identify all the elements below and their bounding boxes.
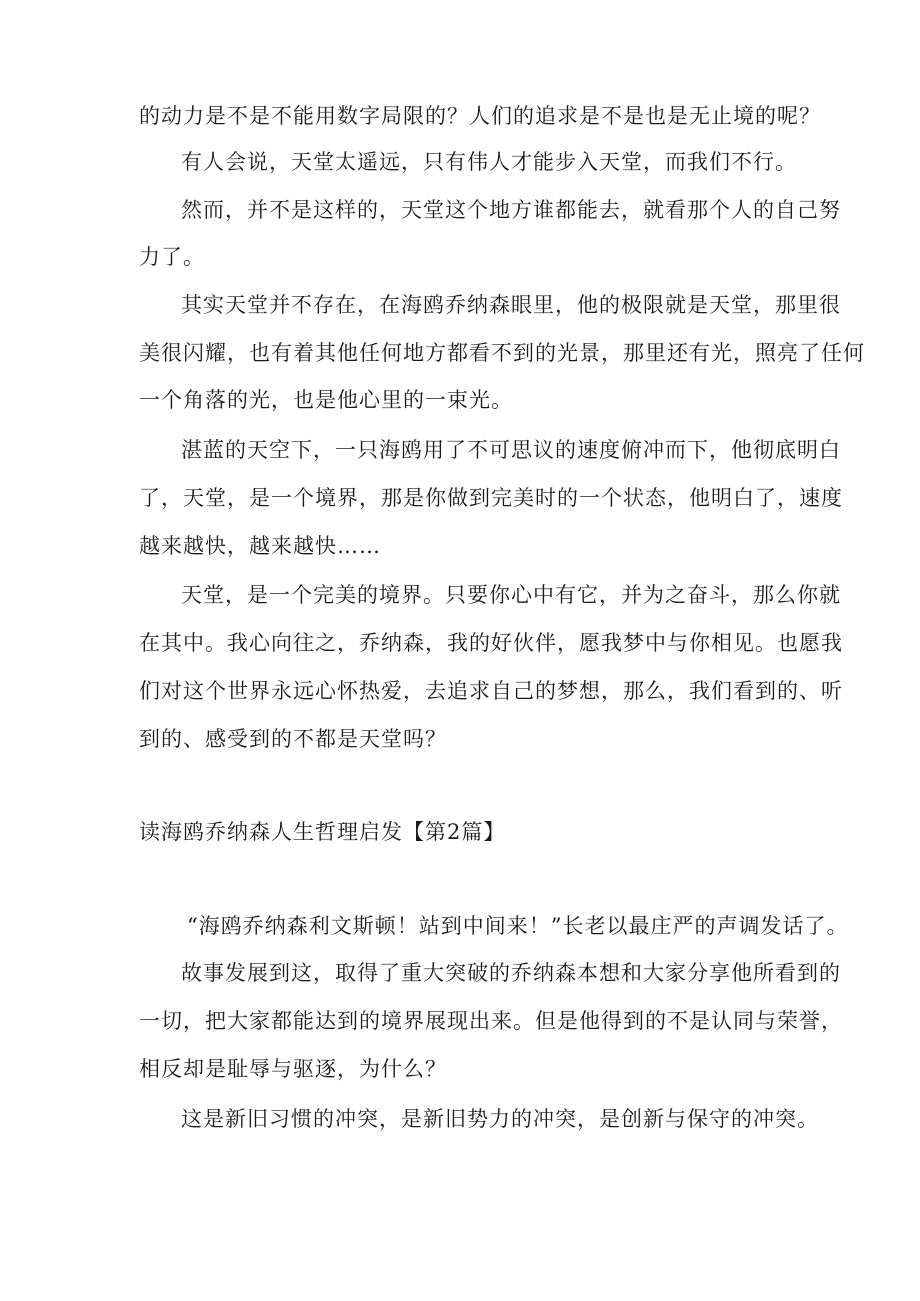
text-line: 到的、感受到的不都是天堂吗？	[139, 727, 447, 751]
text-line: 有人会说，天堂太遥远，只有伟人才能步入天堂，而我们不行。	[181, 150, 797, 174]
text-line: 然而，并不是这样的，天堂这个地方谁都能去，就看那个人的自己努	[181, 198, 841, 222]
text-line: 其实天堂并不存在，在海鸥乔纳森眼里，他的极限就是天堂，那里很	[181, 293, 841, 317]
text-line: 天堂，是一个完美的境界。只要你心中有它，并为之奋斗，那么你就	[181, 583, 841, 607]
text-line: 这是新旧习惯的冲突，是新旧势力的冲突，是创新与保守的冲突。	[181, 1107, 819, 1131]
text-line: 美很闪耀，也有着其他任何地方都看不到的光景，那里还有光，照亮了任何	[139, 341, 865, 365]
text-line: “海鸥乔纳森利文斯顿！站到中间来！”长老以最庄严的声调发话了。	[187, 914, 849, 938]
text-line: 了，天堂，是一个境界，那是你做到完美时的一个状态，他明白了，速度	[139, 486, 843, 510]
text-line: 在其中。我心向往之，乔纳森，我的好伙伴，愿我梦中与你相见。也愿我	[139, 631, 843, 655]
text-line: 一切，把大家都能达到的境界展现出来。但是他得到的不是认同与荣誉，	[139, 1009, 843, 1033]
text-line: 故事发展到这，取得了重大突破的乔纳森本想和大家分享他所看到的	[181, 961, 841, 985]
text-line: 们对这个世界永远心怀热爱，去追求自己的梦想，那么，我们看到的、听	[139, 679, 843, 703]
text-line: 湛蓝的天空下，一只海鸥用了不可思议的速度俯冲而下，他彻底明白	[181, 438, 841, 462]
text-line: 力了。	[139, 245, 205, 269]
text-line: 越来越快，越来越快……	[139, 534, 381, 558]
section-title: 读海鸥乔纳森人生哲理启发【第2篇】	[139, 820, 506, 844]
text-line: 的动力是不是不能用数字局限的？人们的追求是不是也是无止境的呢？	[139, 104, 821, 128]
text-line: 一个角落的光，也是他心里的一束光。	[139, 388, 513, 412]
text-line: 相反却是耻辱与驱逐，为什么？	[139, 1057, 447, 1081]
